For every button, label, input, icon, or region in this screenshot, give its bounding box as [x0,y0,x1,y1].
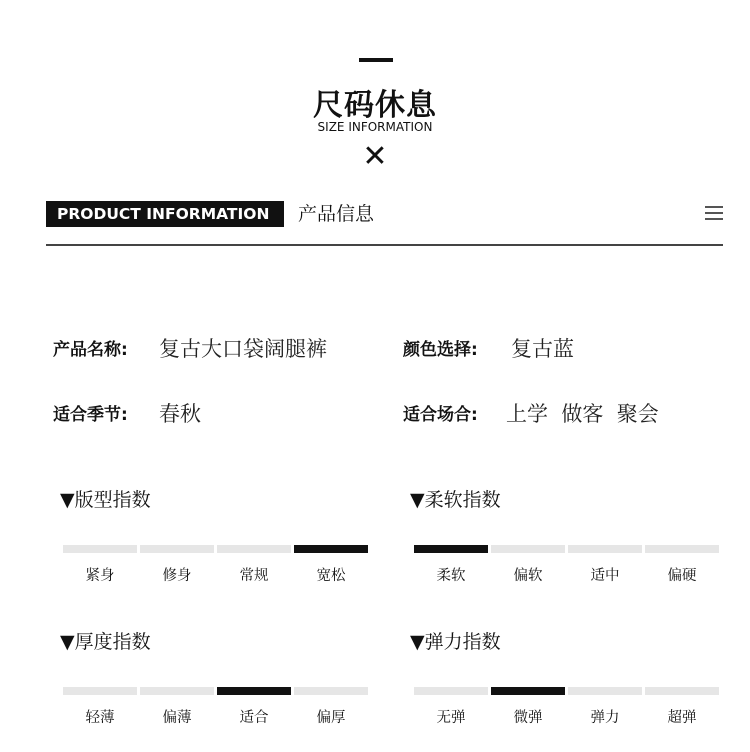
header-dash [359,58,393,62]
index-segment [414,687,488,695]
index-level-label: 微弹 [513,710,543,726]
index-level-label: 超弹 [667,710,697,726]
index-segment [645,687,719,695]
index-scale [414,687,719,695]
index-level-label: 偏硬 [667,568,697,584]
index-segment [568,545,642,553]
index-segment-selected [414,545,488,553]
season-key: 适合季节: [53,405,128,425]
index-level-label: 柔软 [436,568,466,584]
index-segment [63,545,137,553]
page-title: 尺码休息 [313,88,437,123]
index-segment [140,545,214,553]
index-segment [491,545,565,553]
index-segment [217,545,291,553]
index-level-label: 轻薄 [85,710,115,726]
index-level-label: 偏软 [513,568,543,584]
index-segment [645,545,719,553]
index-segment [294,687,368,695]
index-segment [568,687,642,695]
product-information-tag: PRODUCT INFORMATION [46,201,284,227]
index-title: ▼柔软指数 [410,489,501,511]
color-value: 复古蓝 [511,337,574,361]
index-level-label: 修身 [162,568,192,584]
index-level-label: 偏厚 [316,710,346,726]
product-name-key: 产品名称: [53,340,128,360]
menu-icon[interactable] [705,205,723,221]
index-scale [414,545,719,553]
index-level-label: 偏薄 [162,710,192,726]
index-scale [63,545,368,553]
index-segment [140,687,214,695]
index-title: ▼弹力指数 [410,631,501,653]
section-divider [46,244,723,246]
index-level-label: 无弹 [436,710,466,726]
product-information-cn-label: 产品信息 [298,203,375,225]
season-value: 春秋 [159,402,201,426]
index-level-label: 紧身 [85,568,115,584]
page-subtitle: SIZE INFORMATION [317,120,433,134]
index-level-label: 弹力 [590,710,620,726]
index-level-label: 适合 [239,710,269,726]
index-scale [63,687,368,695]
index-segment-selected [294,545,368,553]
occasion-key: 适合场合: [403,405,478,425]
index-level-label: 适中 [590,568,620,584]
product-name-value: 复古大口袋阔腿裤 [159,337,327,361]
color-key: 颜色选择: [403,340,478,360]
index-level-label: 宽松 [316,568,346,584]
index-segment-selected [491,687,565,695]
index-level-label: 常规 [239,568,269,584]
index-segment-selected [217,687,291,695]
cross-icon: ✕ [362,139,388,174]
index-title: ▼厚度指数 [60,631,151,653]
index-title: ▼版型指数 [60,489,151,511]
occasion-value: 上学 做客 聚会 [506,402,659,426]
index-segment [63,687,137,695]
